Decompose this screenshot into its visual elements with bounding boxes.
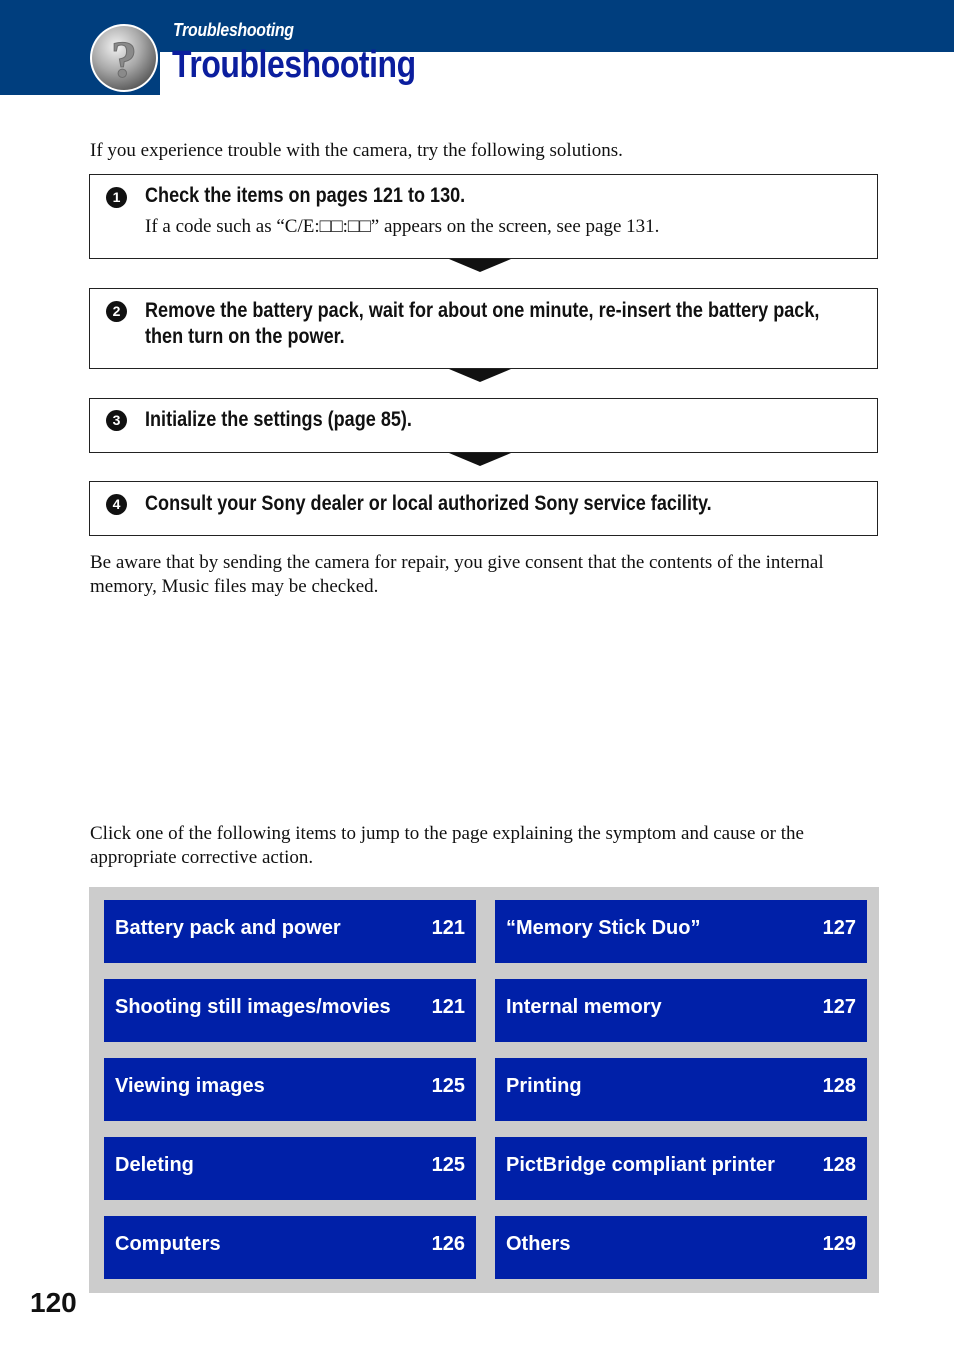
link-label: Printing: [506, 1075, 582, 1097]
flow-arrow: [449, 259, 511, 272]
link-label: PictBridge compliant printer: [506, 1154, 775, 1176]
link-viewing-images[interactable]: [104, 1058, 476, 1121]
link-page: 121: [431, 996, 465, 1018]
link-page: 125: [431, 1075, 465, 1097]
flow-arrow: [449, 369, 511, 382]
page-number: 120: [30, 1287, 77, 1318]
link-label: Viewing images: [115, 1075, 265, 1097]
link-label: Shooting still images/movies: [115, 996, 391, 1018]
page-title: Troubleshooting: [172, 44, 416, 86]
link-page: 127: [822, 917, 856, 939]
step-number: 4: [106, 494, 127, 515]
flow-arrow: [449, 453, 511, 466]
step-subtext: If a code such as “C/E:□□:□□” appears on the screen, see page 131.: [145, 216, 660, 237]
step-text: Remove the battery pack, wait for about one minute, re-insert the battery pack, then turn on the power.: [145, 299, 820, 348]
step-text: Consult your Sony dealer or local authorized Sony service facility.: [145, 492, 712, 515]
step-box-1: [89, 174, 878, 259]
link-page: 127: [822, 996, 856, 1018]
link-page: 125: [431, 1154, 465, 1176]
click-instruction: Click one of the following items to jump to the page explaining the symptom and cause or the appropriate corrective action.: [90, 823, 804, 868]
link-printing[interactable]: [495, 1058, 867, 1121]
repair-note: Be aware that by sending the camera for repair, you give consent that the contents of the internal memory, Music files may be checked.: [90, 552, 824, 597]
link-page: 128: [822, 1154, 856, 1176]
link-computers[interactable]: [104, 1216, 476, 1279]
step-number: 2: [106, 301, 127, 322]
running-head: Troubleshooting: [173, 20, 294, 40]
step-box-2: [89, 288, 878, 369]
svg-text:?: ?: [111, 32, 137, 89]
link-page: 126: [431, 1233, 465, 1255]
step-number: 3: [106, 410, 127, 431]
link-label: Battery pack and power: [115, 917, 341, 939]
link-label: “Memory Stick Duo”: [506, 917, 701, 939]
link-deleting[interactable]: [104, 1137, 476, 1200]
step-text: Check the items on pages 121 to 130.: [145, 184, 466, 207]
link-others[interactable]: [495, 1216, 867, 1279]
link-shooting-still-images-movies[interactable]: [104, 979, 476, 1042]
intro-text: If you experience trouble with the camera, try the following solutions.: [90, 140, 623, 161]
link-page: 129: [822, 1233, 856, 1255]
link-page: 128: [822, 1075, 856, 1097]
link-pictbridge-compliant-printer[interactable]: [495, 1137, 867, 1200]
link-label: Computers: [115, 1233, 221, 1255]
link-label: Internal memory: [506, 996, 662, 1018]
step-box-3: [89, 398, 878, 453]
link-internal-memory[interactable]: [495, 979, 867, 1042]
link-battery-pack-and-power[interactable]: [104, 900, 476, 963]
link-page: 121: [431, 917, 465, 939]
step-number: 1: [106, 187, 127, 208]
step-text: Initialize the settings (page 85).: [145, 408, 412, 431]
step-box-4: [89, 481, 878, 536]
link-memory-stick-duo[interactable]: [495, 900, 867, 963]
link-label: Deleting: [115, 1154, 194, 1176]
link-label: Others: [506, 1233, 571, 1255]
question-mark-icon: [88, 22, 160, 94]
